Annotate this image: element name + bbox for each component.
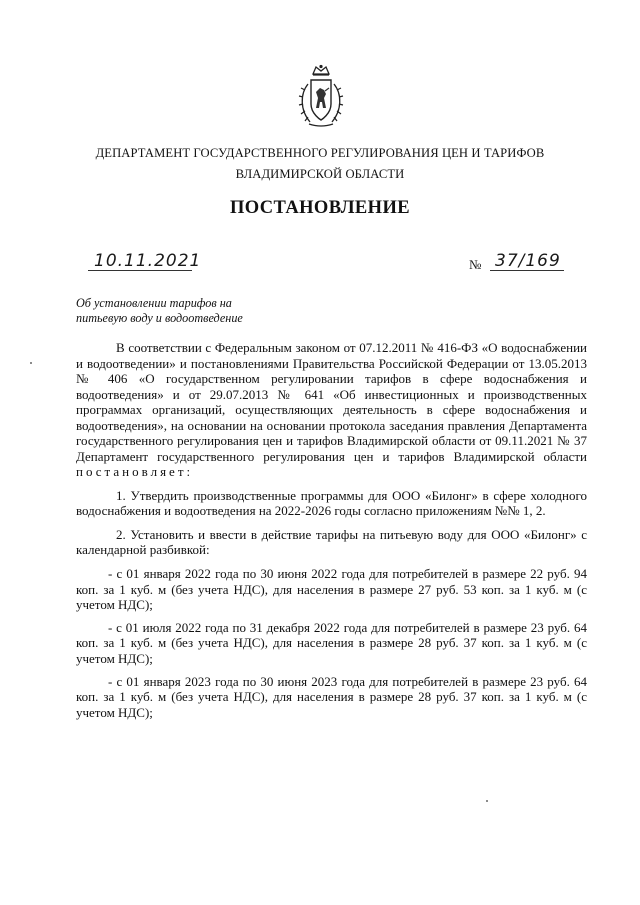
scan-speck xyxy=(486,800,488,802)
scan-speck xyxy=(30,362,32,364)
document-title: ПОСТАНОВЛЕНИЕ xyxy=(229,198,410,218)
document-number: 37/169 xyxy=(495,251,561,271)
subject-line2: питьевую воду и водоотведение xyxy=(76,311,243,325)
date-underline xyxy=(88,270,192,271)
document-date: 10.11.2021 xyxy=(94,251,202,271)
tariff-item: - с 01 июля 2022 года по 31 декабря 2022 года для потребителей в размере 23 руб. 64 коп. за 1 куб. м (без учета НДС), для населения в размере 28 руб. 37 коп. за 1 куб. м (с учетом НДС); xyxy=(76,619,587,666)
document-body xyxy=(76,340,587,727)
preamble-text: В соответствии с Федеральным законом от 07.12.2011 № 416-ФЗ «О водоснабжении и водоотведении» и постановлениями Правительства Российской Федерации от 13.05.2013 № 406 «О государственном регулировании тарифов в сфере водоснабжения и водоотведения» и от 29.07.2013 № 641 «Об инвестиционных и производственных программах организаций, осуществляющих деятельность в сфере водоснабжения и водоотведения», на основании на основании протокола заседания правления Департамента государственного регулирования цен и тарифов Владимирской области от 09.11.2021 № 37 Департамент государственного регулирования цен и тарифов Владимирской области xyxy=(76,340,587,464)
department-name-line1: ДЕПАРТАМЕНТ ГОСУДАРСТВЕННОГО РЕГУЛИРОВАНИЯ ЦЕН И ТАРИФОВ xyxy=(95,146,545,160)
subject-line1: Об установлении тарифов на xyxy=(76,296,232,310)
preamble-paragraph xyxy=(76,340,587,480)
resolves-verb: постановляет: xyxy=(76,464,194,479)
item-2-paragraph: 2. Установить и ввести в действие тарифы на питьевую воду для ООО «Билонг» с календарной разбивкой: xyxy=(76,526,587,558)
tariff-item: - с 01 января 2022 года по 30 июня 2022 года для потребителей в размере 22 руб. 94 коп. за 1 куб. м (без учета НДС), для населения в размере 27 руб. 53 коп. за 1 куб. м (с учетом НДС); xyxy=(76,566,587,613)
item-1-paragraph: 1. Утвердить производственные программы для ООО «Билонг» в сфере холодного водоснабжения и водоотведения на 2022-2026 годы согласно приложениям №№ 1, 2. xyxy=(76,487,587,519)
number-label: № xyxy=(469,257,482,272)
number-underline xyxy=(490,270,564,271)
coat-of-arms-icon xyxy=(296,64,346,130)
department-name-line2: ВЛАДИМИРСКОЙ ОБЛАСТИ xyxy=(235,167,405,181)
document-subject xyxy=(76,296,276,326)
tariff-item: - с 01 января 2023 года по 30 июня 2023 года для потребителей в размере 23 руб. 64 коп. за 1 куб. м (без учета НДС), для населения в размере 28 руб. 37 коп. за 1 куб. м (с учетом НДС); xyxy=(76,673,587,720)
